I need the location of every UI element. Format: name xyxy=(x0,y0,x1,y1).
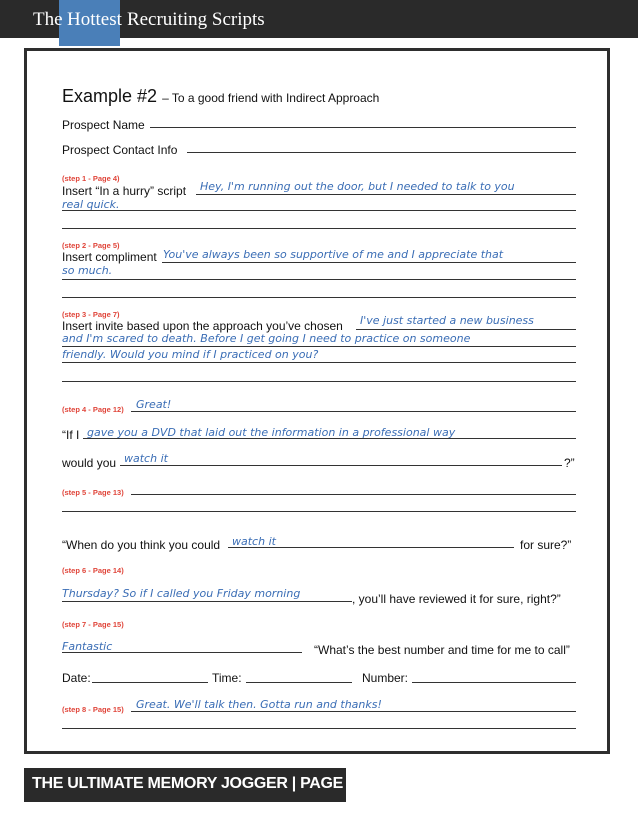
step-8-answer: Great. We'll talk then. Gotta run and thanks! xyxy=(136,698,382,711)
step-4-answer: Great! xyxy=(136,398,172,411)
step-2-line-2[interactable] xyxy=(62,279,576,280)
if-line-line[interactable] xyxy=(83,438,576,439)
step-8-line-1[interactable] xyxy=(131,711,576,712)
step-8-ref: (step 8 - Page 15) xyxy=(62,705,124,714)
header-title-highlight: Hottest xyxy=(67,9,122,30)
step-2-answer-2: so much. xyxy=(62,264,113,277)
step-1-answer-2: real quick. xyxy=(62,198,120,211)
step-4-ref: (step 4 - Page 12) xyxy=(62,405,124,414)
step-1-label: Insert “In a hurry” script xyxy=(62,184,187,198)
time-label: Time: xyxy=(212,671,242,685)
step-8-line-2[interactable] xyxy=(62,728,576,729)
step-3-ref: (step 3 - Page 7) xyxy=(62,310,120,319)
header-title: The Recruiting Scripts xyxy=(33,9,265,30)
would-line-suffix: ?” xyxy=(564,456,575,470)
step-3-line-4[interactable] xyxy=(62,381,576,382)
step-5-ref: (step 5 - Page 13) xyxy=(62,488,124,497)
step-2-line-1[interactable] xyxy=(162,262,576,263)
step-5-line-2[interactable] xyxy=(62,511,576,512)
step-3-label: Insert invite based upon the approach you’ve chosen xyxy=(62,319,343,333)
when-line-line[interactable] xyxy=(228,547,514,548)
prospect-contact-label: Prospect Contact Info xyxy=(62,143,178,157)
step-4-line[interactable] xyxy=(131,411,576,412)
step-7-line[interactable] xyxy=(62,652,302,653)
step-3-answer-2: and I'm scared to death. Before I get going I need to practice on someone xyxy=(62,332,471,345)
prospect-name-label: Prospect Name xyxy=(62,118,145,132)
step-1-answer-1: Hey, I'm running out the door, but I needed to talk to you xyxy=(200,180,515,193)
number-label: Number: xyxy=(362,671,409,685)
step-6-line[interactable] xyxy=(62,601,352,602)
step-1-ref: (step 1 - Page 4) xyxy=(62,174,120,183)
would-line-line[interactable] xyxy=(120,465,562,466)
prospect-name-line[interactable] xyxy=(150,127,576,128)
example-heading: Example #2 – To a good friend with Indirect Approach xyxy=(62,86,380,106)
step-3-line-3[interactable] xyxy=(62,362,576,363)
step-6-suffix: , you’ll have reviewed it for sure, right?” xyxy=(352,592,561,606)
step-3-answer-3: friendly. Would you mind if I practiced on you? xyxy=(62,348,319,361)
step-2-label: Insert compliment xyxy=(62,250,157,264)
prospect-contact-line[interactable] xyxy=(187,152,576,153)
number-line[interactable] xyxy=(412,682,576,683)
step-1-line-2[interactable] xyxy=(62,210,576,211)
step-7-answer: Fantastic xyxy=(62,640,113,653)
step-7-suffix: “What’s the best number and time for me to call” xyxy=(314,643,570,657)
when-line-answer: watch it xyxy=(232,535,276,548)
would-line-answer: watch it xyxy=(124,452,168,465)
step-2-ref: (step 2 - Page 5) xyxy=(62,241,120,250)
step-2-line-3[interactable] xyxy=(62,297,576,298)
step-1-line-1[interactable] xyxy=(196,194,576,195)
time-line[interactable] xyxy=(246,682,352,683)
if-line-answer: gave you a DVD that laid out the information in a professional way xyxy=(87,426,456,439)
when-line-label: “When do you think you could xyxy=(62,538,221,552)
step-7-ref: (step 7 - Page 15) xyxy=(62,620,124,629)
date-line[interactable] xyxy=(92,682,208,683)
step-6-ref: (step 6 - Page 14) xyxy=(62,566,124,575)
when-line-suffix: for sure?” xyxy=(520,538,572,552)
step-3-answer-1: I've just started a new business xyxy=(360,314,534,327)
step-3-line-1[interactable] xyxy=(356,329,576,330)
step-1-line-3[interactable] xyxy=(62,228,576,229)
step-3-line-2[interactable] xyxy=(62,346,576,347)
footer-text: THE ULTIMATE MEMORY JOGGER | PAGE 67 xyxy=(32,775,365,792)
if-line-label: “If I xyxy=(62,428,80,442)
would-line-label: would you xyxy=(62,456,117,470)
step-5-line-1[interactable] xyxy=(131,494,576,495)
date-label: Date: xyxy=(62,671,91,685)
step-2-answer-1: You've always been so supportive of me and I appreciate that xyxy=(163,248,504,261)
step-6-answer: Thursday? So if I called you Friday morning xyxy=(62,587,301,600)
